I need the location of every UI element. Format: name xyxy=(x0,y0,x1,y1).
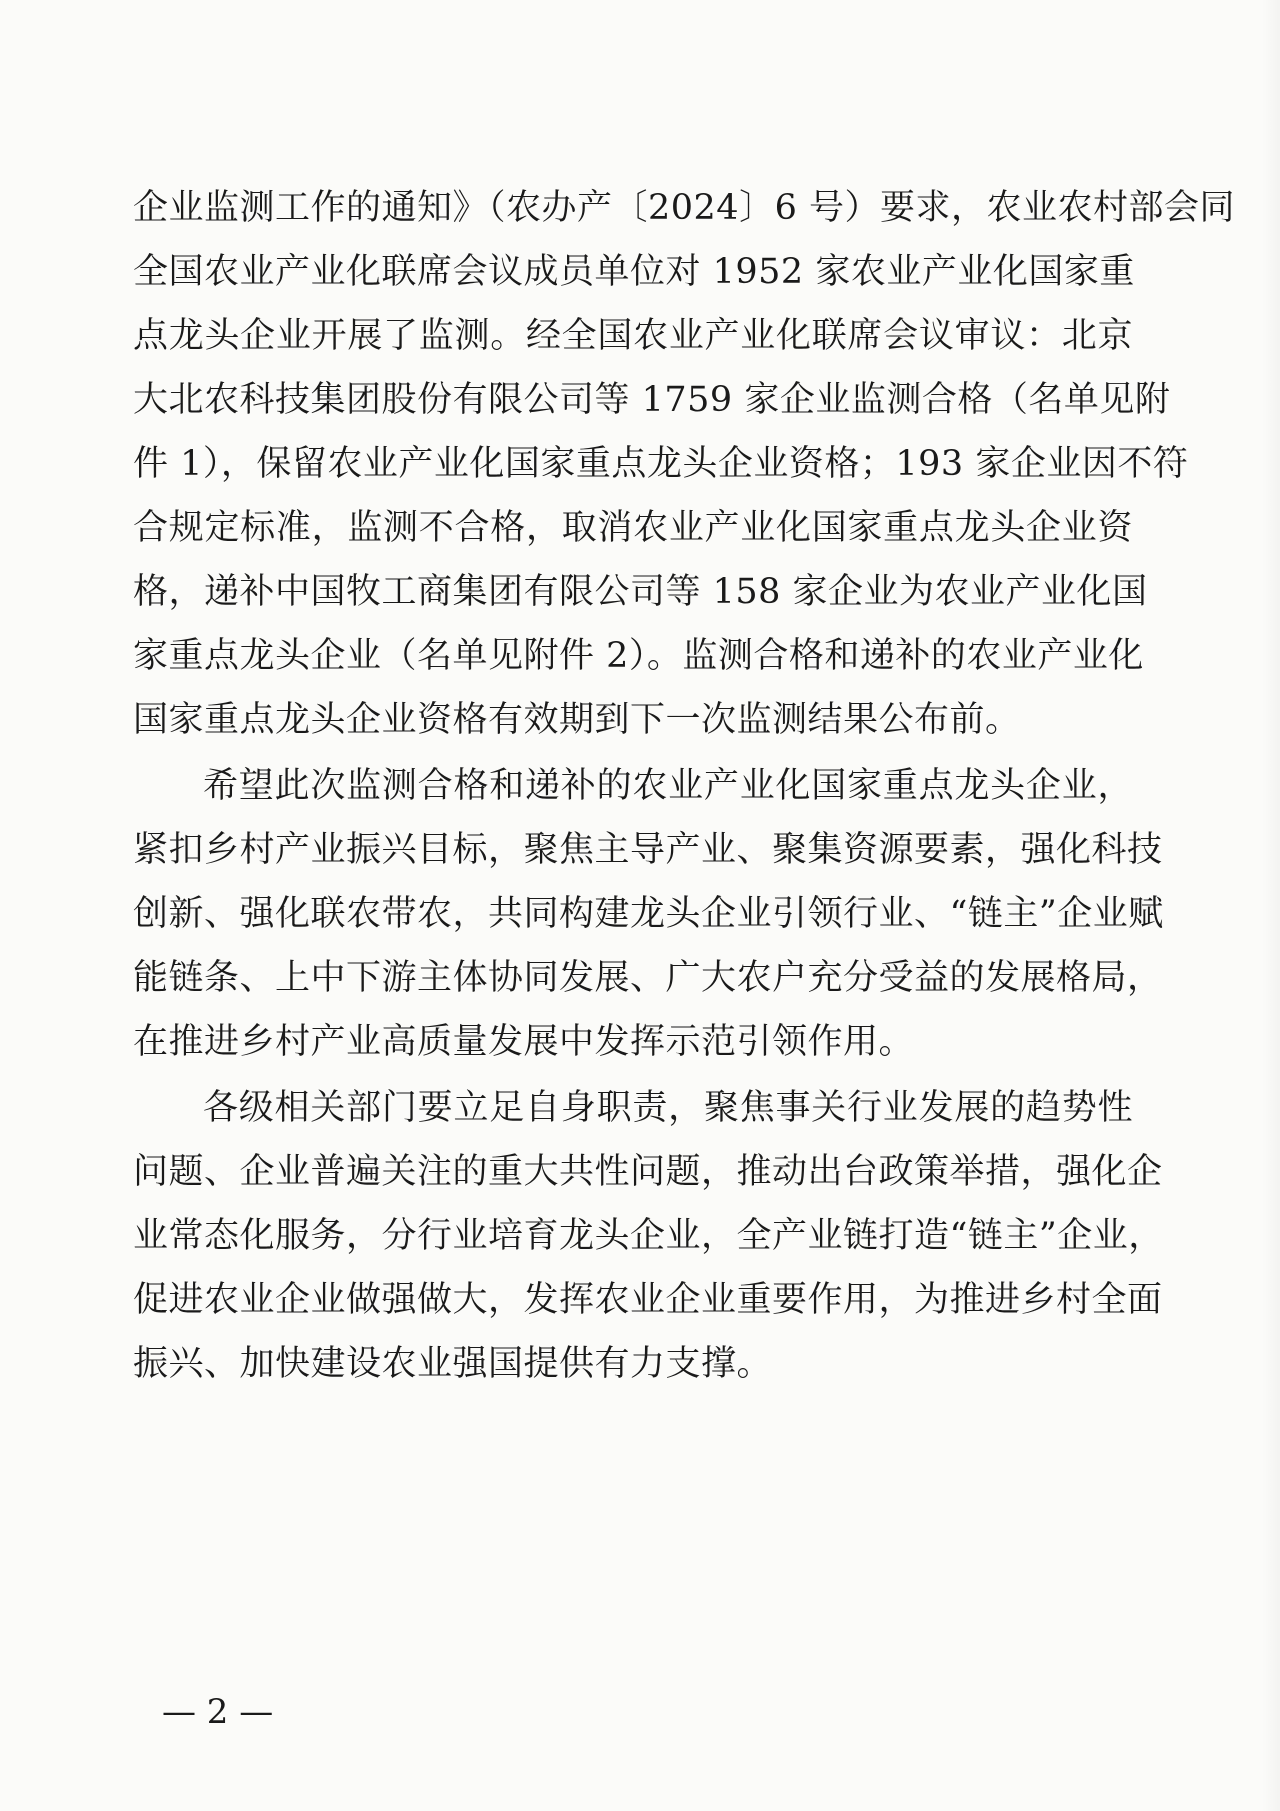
paragraph-1-line-2: 全国农业产业化联席会议成员单位对 1952 家农业产业化国家重 xyxy=(133,252,1135,292)
scan-edge-shadow xyxy=(1262,0,1280,1811)
paragraph-2-line-5: 在推进乡村产业高质量发展中发挥示范引领作用。 xyxy=(133,1022,915,1062)
paragraph-1-line-4: 大北农科技集团股份有限公司等 1759 家企业监测合格（名单见附 xyxy=(133,380,1171,420)
page-number: — 2 — xyxy=(162,1692,274,1732)
paragraph-1-line-9: 国家重点龙头企业资格有效期到下一次监测结果公布前。 xyxy=(133,700,1021,740)
paragraph-1-line-3: 点龙头企业开展了监测。经全国农业产业化联席会议审议：北京 xyxy=(133,316,1133,356)
paragraph-2-line-2: 紧扣乡村产业振兴目标，聚焦主导产业、聚集资源要素，强化科技 xyxy=(133,830,1163,870)
paragraph-3-line-2: 问题、企业普遍关注的重大共性问题，推动出台政策举措，强化企 xyxy=(133,1152,1163,1192)
paragraph-1-line-1: 企业监测工作的通知》（农办产〔2024〕6 号）要求，农业农村部会同 xyxy=(133,188,1235,228)
paragraph-2-line-3: 创新、强化联农带农，共同构建龙头企业引领行业、“链主”企业赋 xyxy=(133,894,1164,934)
paragraph-2-line-1: 希望此次监测合格和递补的农业产业化国家重点龙头企业， xyxy=(203,766,1133,806)
paragraph-1-line-7: 格，递补中国牧工商集团有限公司等 158 家企业为农业产业化国 xyxy=(133,572,1148,612)
paragraph-3-line-3: 业常态化服务，分行业培育龙头企业，全产业链打造“链主”企业， xyxy=(133,1216,1164,1256)
paragraph-1-line-8: 家重点龙头企业（名单见附件 2）。监测合格和递补的农业产业化 xyxy=(133,636,1144,676)
paragraph-1-line-6: 合规定标准，监测不合格，取消农业产业化国家重点龙头企业资 xyxy=(133,508,1133,548)
paragraph-2-line-4: 能链条、上中下游主体协同发展、广大农户充分受益的发展格局， xyxy=(133,958,1163,998)
paragraph-3-line-1: 各级相关部门要立足自身职责，聚焦事关行业发展的趋势性 xyxy=(203,1088,1133,1128)
paragraph-3-line-5: 振兴、加快建设农业强国提供有力支撑。 xyxy=(133,1344,773,1384)
paragraph-3-line-4: 促进农业企业做强做大，发挥农业企业重要作用，为推进乡村全面 xyxy=(133,1280,1163,1320)
paragraph-1-line-5: 件 1），保留农业产业化国家重点龙头企业资格；193 家企业因不符 xyxy=(133,444,1189,484)
